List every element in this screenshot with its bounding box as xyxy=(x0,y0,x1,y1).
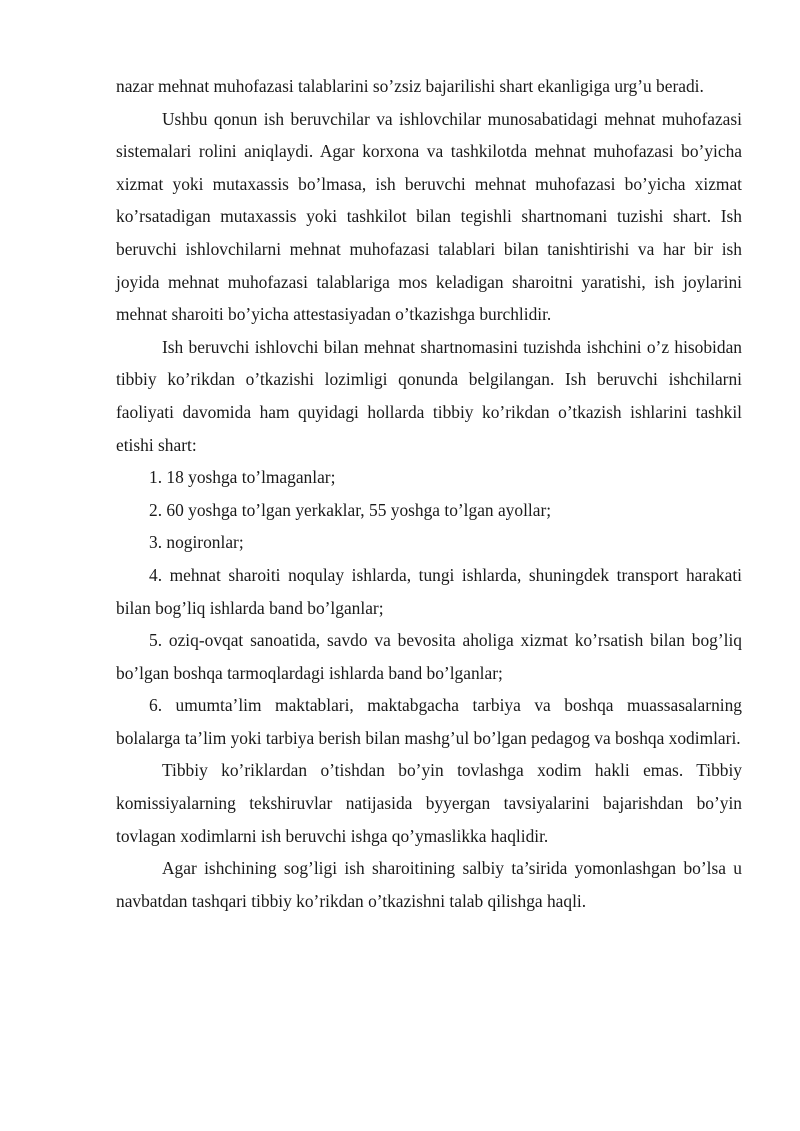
document-page xyxy=(116,70,742,917)
paragraph-continuation: nazar mehnat muhofazasi talablarini so’zsiz bajarilishi shart ekanligiga urg’u beradi. xyxy=(116,76,704,96)
paragraph-extra-exam: Agar ishchining sog’ligi ish sharoitining salbiy ta’sirida yomonlashgan bo’lsa u navbatdan tashqari tibbiy ko’rikdan o’tkazishni talab qilishga haqli. xyxy=(116,858,742,911)
list-item-3: 3. nogironlar; xyxy=(149,532,244,553)
list-item-2: 2. 60 yoshga to’lgan yerkaklar, 55 yoshga to’lgan ayollar; xyxy=(149,499,552,520)
list-item-6: 6. umumta’lim maktablari, maktabgacha tarbiya va boshqa muassasalarning bolalarga ta’lim yoki tarbiya berish bilan mashg’ul bo’lgan pedagog va boshqa xodimlari. xyxy=(116,695,742,748)
list-item-1: 1. 18 yoshga to’lmaganlar; xyxy=(149,467,336,488)
paragraph-medical-exam: Ish beruvchi ishlovchi bilan mehnat shartnomasini tuzishda ishchini o’z hisobidan tibbiy ko’rikdan o’tkazishi lozimligi qonunda belgilangan. Ish beruvchi ishchilarni faoliyati davomida ham quyidagi hollarda tibbiy ko’rikdan o’tkazish ishlarini tashkil etishi shart: xyxy=(116,336,742,455)
paragraph-exam-refusal: Tibbiy ko’riklardan o’tishdan bo’yin tovlashga xodim hakli emas. Tibbiy komissiyalarning tekshiruvlar natijasida byyergan tavsiyalarini bajarishdan bo’yin tovlagan xodimlarni ish beruvchi ishga qo’ymaslikka haqlidir. xyxy=(116,760,742,846)
list-item-4: 4. mehnat sharoiti noqulay ishlarda, tungi ishlarda, shuningdek transport harakati bilan bog’liq ishlarda band bo’lganlar; xyxy=(116,564,742,618)
list-item-5: 5. oziq-ovqat sanoatida, savdo va bevosita aholiga xizmat ko’rsatish bilan bog’liq bo’lgan boshqa tarmoqlardagi ishlarda band bo’lganlar; xyxy=(116,630,742,683)
paragraph-law-role: Ushbu qonun ish beruvchilar va ishlovchilar munosabatidagi mehnat muhofazasi sistemalari rolini aniqlaydi. Agar korxona va tashkilotda mehnat muhofazasi bo’yicha xizmat yoki mutaxassis bo’lmasa, ish beruvchi mehnat muhofazasi bo’yicha xizmat ko’rsatadigan mutaxassis yoki tashkilot bilan tegishli shartnomani tuzishi shart. Ish beruvchi ishlovchilarni mehnat muhofazasi talablari bilan tanishtirishi va har bir ish joyida mehnat muhofazasi talablariga mos keladigan sharoitni yaratishi, ish joylarini mehnat sharoiti bo’yicha attestasiyadan o’tkazishga burchlidir. xyxy=(116,108,742,325)
